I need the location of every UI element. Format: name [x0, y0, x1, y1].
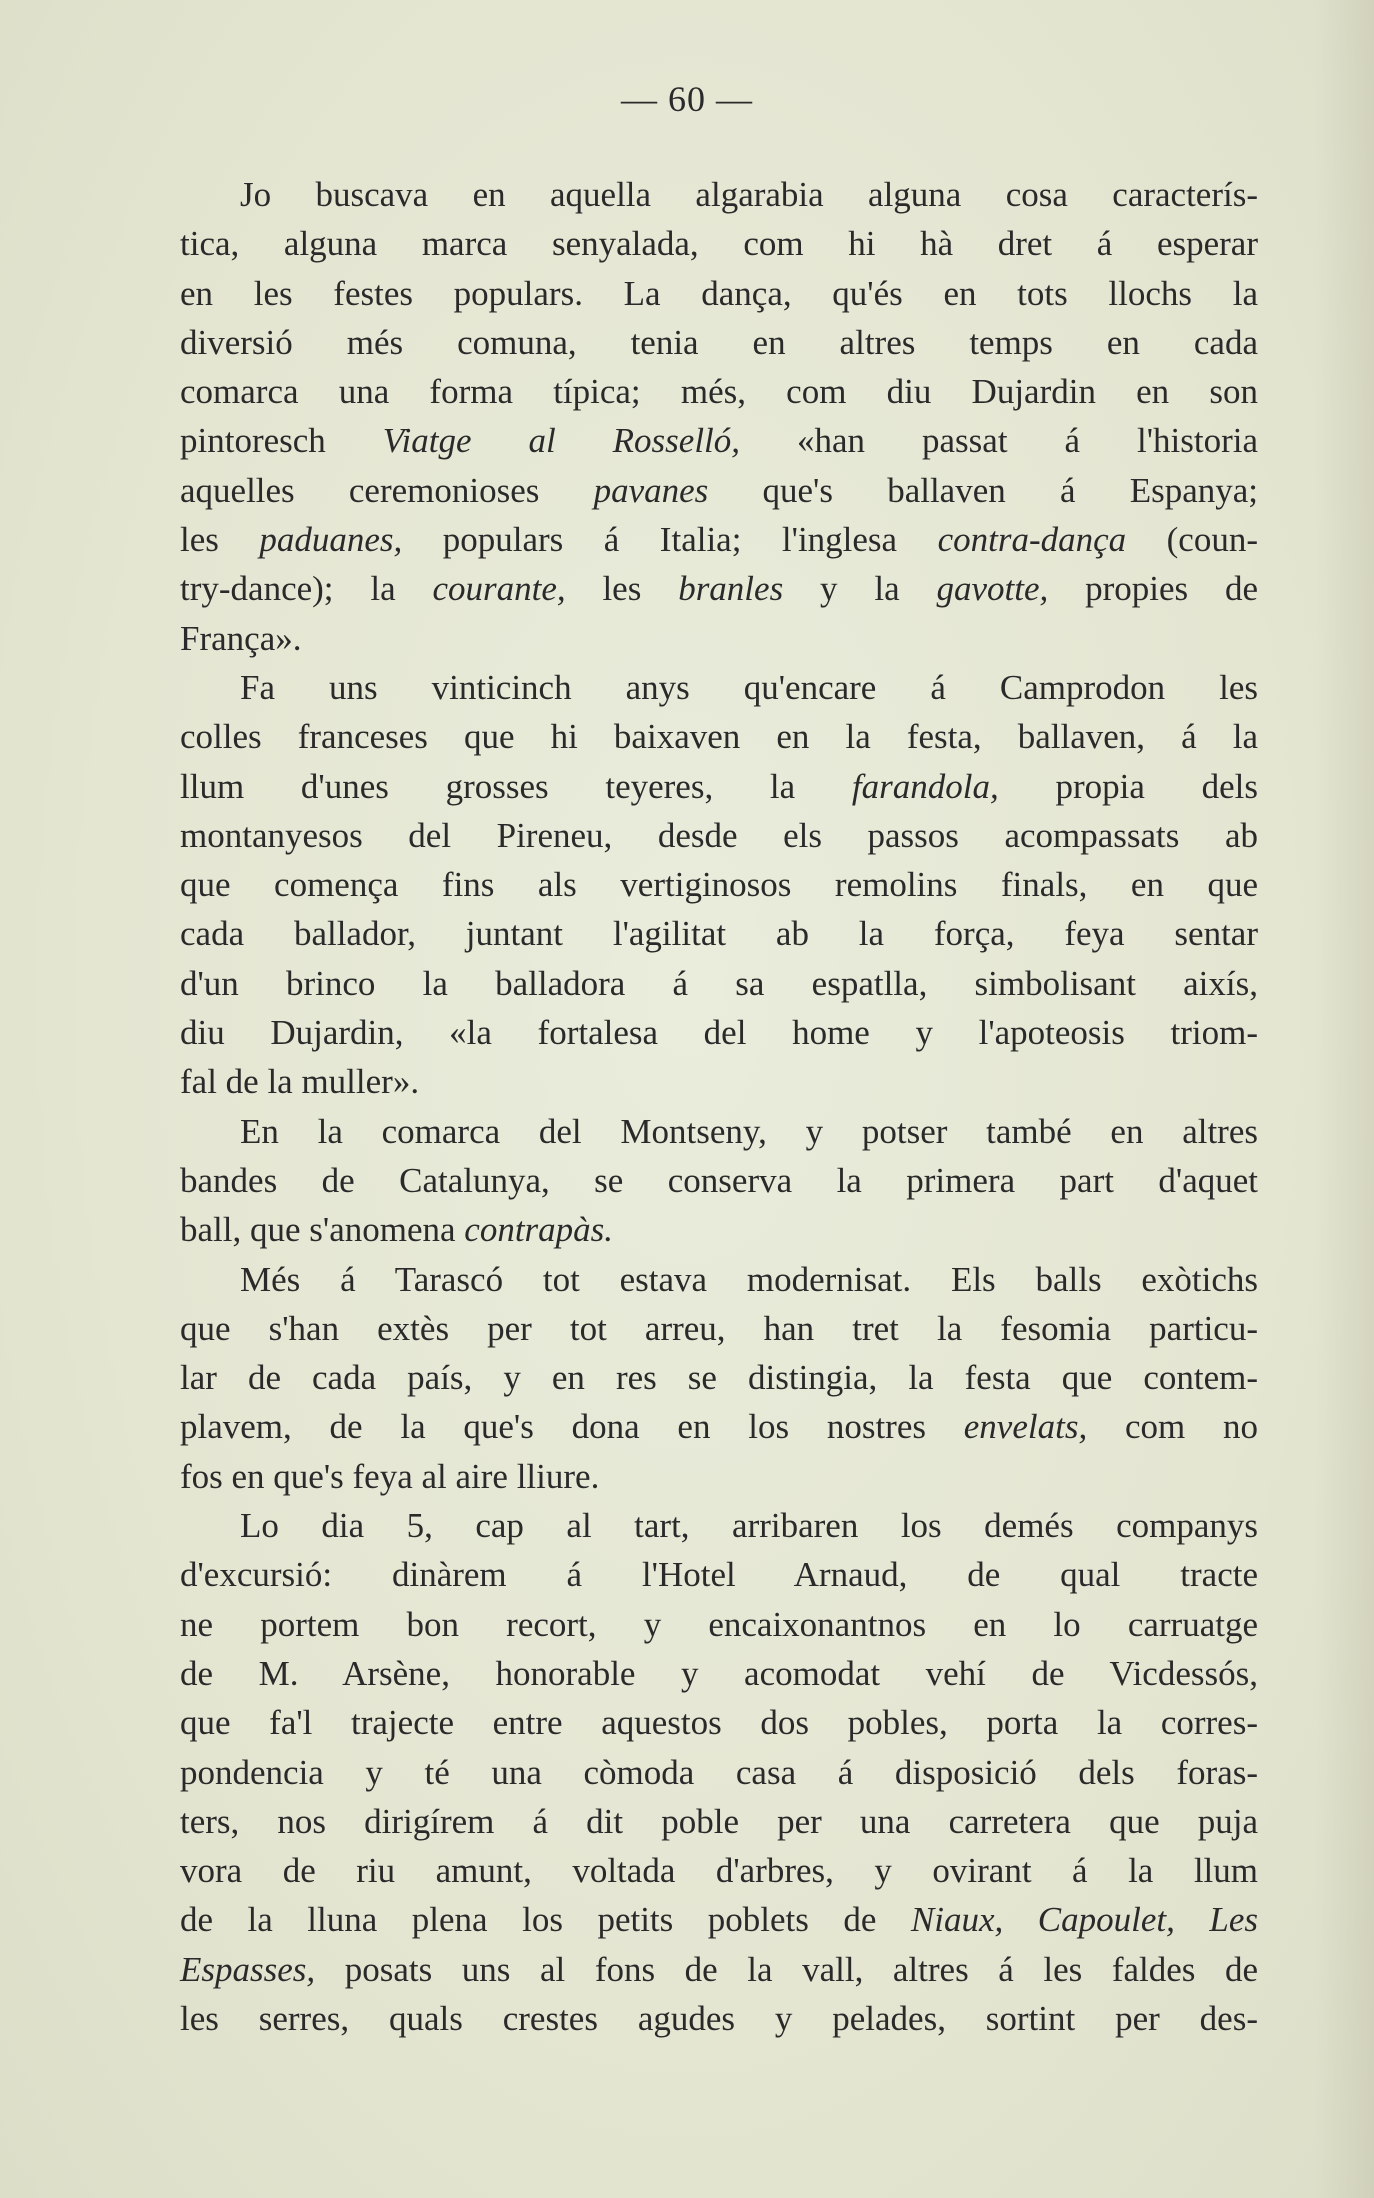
italic-text: branles	[678, 569, 784, 609]
text-line	[180, 367, 1258, 416]
text-line	[180, 1452, 1258, 1501]
text-segment: les	[565, 569, 679, 609]
text-segment: diu Dujardin, «la fortalesa del home y l'apoteosis triom-	[180, 1013, 1258, 1053]
italic-text: Niaux, Capoulet, Les	[910, 1900, 1258, 1940]
text-line	[180, 170, 1258, 219]
text-segment: ters, nos dirigírem á dit poble per una carretera que puja	[180, 1801, 1258, 1841]
text-line	[180, 1057, 1258, 1106]
text-segment: vora de riu amunt, voltada d'arbres, y ovirant á la llum	[180, 1851, 1258, 1891]
text-line	[180, 1649, 1258, 1698]
text-segment: Jo buscava en aquella algarabia alguna cosa caracterís-	[240, 175, 1258, 214]
italic-text: Espasses,	[180, 1949, 316, 1989]
text-segment: en les festes populars. La dança, qu'és en tots llochs la	[180, 273, 1258, 313]
text-segment: propia dels	[998, 766, 1258, 806]
text-segment: fal de la muller».	[180, 1062, 420, 1102]
text-line	[180, 1353, 1258, 1402]
italic-text: courante,	[432, 569, 566, 609]
text-line	[180, 269, 1258, 318]
text-line	[180, 1994, 1258, 2043]
italic-text: gavotte,	[936, 569, 1049, 609]
text-segment: montanyesos del Pireneu, desde els passos acompassats ab	[180, 815, 1258, 855]
text-segment: plavem, de la que's dona en los nostres	[180, 1407, 964, 1447]
text-line	[180, 1501, 1258, 1550]
text-segment: cada ballador, juntant l'agilitat ab la força, feya sentar	[180, 914, 1258, 954]
text-segment: de M. Arsène, honorable y acomodat vehí de Vicdessós,	[180, 1653, 1258, 1693]
text-line	[180, 663, 1258, 712]
italic-text: contrapàs.	[464, 1210, 614, 1250]
text-segment: populars á Italia; l'inglesa	[402, 520, 938, 560]
text-segment: lar de cada país, y en res se distingia, la festa que contem-	[180, 1358, 1258, 1398]
text-line	[180, 811, 1258, 860]
text-line	[180, 614, 1258, 663]
text-segment: com no	[1087, 1407, 1259, 1447]
text-line	[180, 1550, 1258, 1599]
italic-text: envelats,	[963, 1407, 1088, 1447]
text-line	[180, 1797, 1258, 1846]
text-line	[180, 1205, 1258, 1254]
text-line	[180, 1304, 1258, 1353]
text-segment: França».	[180, 618, 302, 658]
text-segment: bandes de Catalunya, se conserva la primera part d'aquet	[180, 1160, 1258, 1200]
text-line	[180, 959, 1258, 1008]
text-segment: que comença fins als vertiginosos remolins finals, en que	[180, 865, 1258, 905]
text-segment: aquelles ceremonioses	[180, 470, 594, 510]
text-line	[180, 1107, 1258, 1156]
text-segment: Més á Tarascó tot estava modernisat. Els balls exòtichs	[240, 1259, 1258, 1299]
text-segment: posats uns al fons de la vall, altres á les faldes de	[315, 1949, 1258, 1989]
page-edge-shadow	[1314, 0, 1374, 2198]
text-segment: colles franceses que hi baixaven en la festa, ballaven, á la	[180, 717, 1258, 757]
text-segment: Lo dia 5, cap al tart, arribaren los demés companys	[240, 1506, 1258, 1546]
text-segment: d'excursió: dinàrem á l'Hotel Arnaud, de qual tracte	[180, 1555, 1258, 1595]
page-number: — 60 —	[621, 79, 753, 119]
text-segment: Fa uns vinticinch anys qu'encare á Camprodon les	[240, 667, 1258, 707]
text-line	[180, 762, 1258, 811]
body-text	[180, 170, 1258, 2043]
text-line	[180, 318, 1258, 367]
text-segment: try-dance); la	[180, 569, 433, 609]
text-line	[180, 1945, 1258, 1994]
text-line	[180, 466, 1258, 515]
text-segment: diversió més comuna, tenia en altres temps en cada	[180, 322, 1258, 362]
text-segment: de la lluna plena los petits poblets de	[180, 1900, 911, 1940]
text-segment: y la	[783, 569, 937, 609]
text-line	[180, 219, 1258, 268]
text-segment: les	[180, 520, 260, 560]
text-line	[180, 909, 1258, 958]
text-segment: fos en que's feya al aire lliure.	[180, 1456, 600, 1496]
text-segment: (coun-	[1126, 520, 1258, 560]
text-segment: tica, alguna marca senyalada, com hi hà dret á esperar	[180, 224, 1258, 264]
italic-text: Viatge al Rosselló,	[382, 421, 741, 461]
text-segment: pintoresch	[180, 421, 383, 461]
text-line	[180, 515, 1258, 564]
italic-text: contra-dança	[937, 520, 1127, 560]
text-segment: ball, que s'anomena	[180, 1210, 465, 1250]
text-line	[180, 564, 1258, 613]
text-segment: propies de	[1048, 569, 1258, 609]
text-line	[180, 712, 1258, 761]
text-segment: que s'han extès per tot arreu, han tret la fesomia particu-	[180, 1308, 1258, 1348]
text-segment: que's ballaven á Espanya;	[708, 470, 1259, 510]
italic-text: pavanes	[593, 470, 709, 510]
text-line	[180, 1846, 1258, 1895]
text-segment: les serres, quals crestes agudes y pelades, sortint per des-	[180, 1998, 1258, 2038]
text-segment: ne portem bon recort, y encaixonantnos en lo carruatge	[180, 1604, 1258, 1644]
text-line	[180, 1402, 1258, 1451]
text-line	[180, 1600, 1258, 1649]
text-line	[180, 1698, 1258, 1747]
text-segment: llum d'unes grosses teyeres, la	[180, 766, 852, 806]
text-segment: pondencia y té una còmoda casa á disposició dels foras-	[180, 1752, 1258, 1792]
text-segment: que fa'l trajecte entre aquestos dos pobles, porta la corres-	[180, 1703, 1258, 1743]
text-line	[180, 1008, 1258, 1057]
text-line	[180, 1255, 1258, 1304]
text-line	[180, 1156, 1258, 1205]
text-line	[180, 416, 1258, 465]
text-segment: «han passat á l'historia	[740, 421, 1259, 461]
text-segment: d'un brinco la balladora á sa espatlla, simbolisant aixís,	[180, 963, 1258, 1003]
text-line	[180, 1895, 1258, 1944]
text-segment: En la comarca del Montseny, y potser també en altres	[240, 1111, 1258, 1151]
text-segment: comarca una forma típica; més, com diu Dujardin en son	[180, 372, 1258, 412]
text-line	[180, 860, 1258, 909]
text-line	[180, 1748, 1258, 1797]
italic-text: paduanes,	[259, 520, 403, 560]
italic-text: farandola,	[851, 766, 999, 806]
